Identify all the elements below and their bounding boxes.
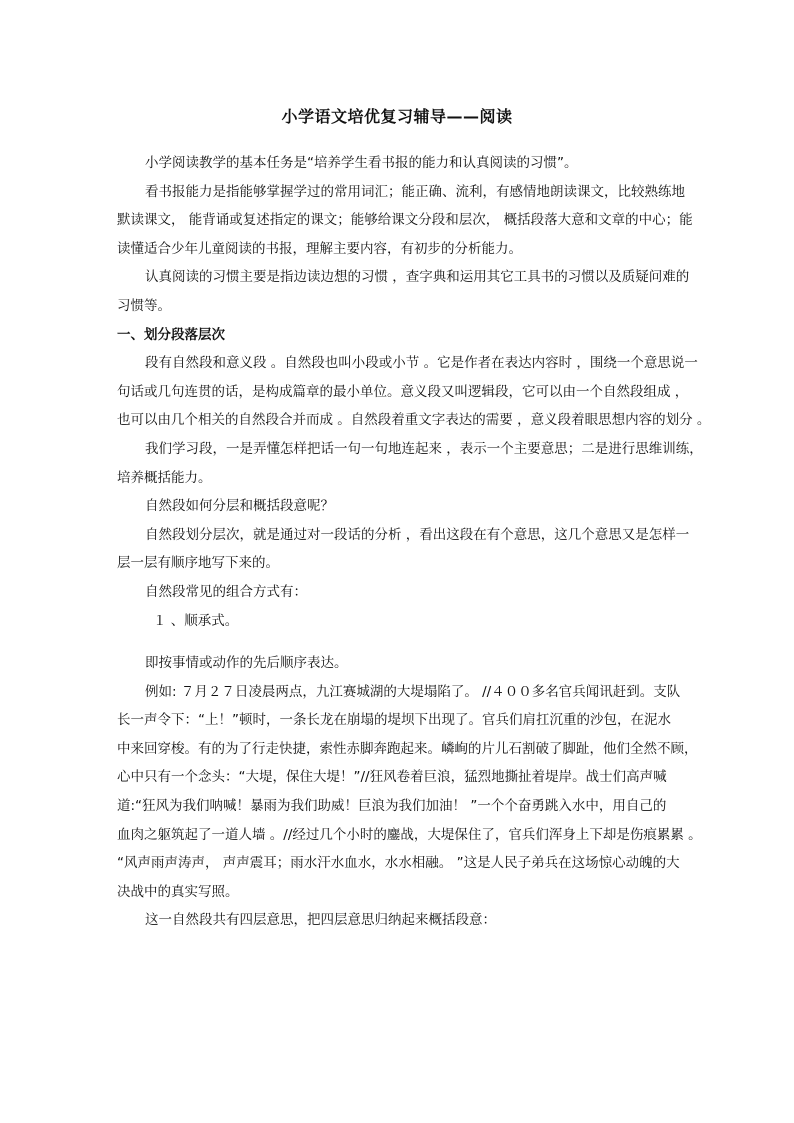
list-item: １ 、顺承式。 bbox=[153, 612, 239, 629]
text-line: 习惯等。 bbox=[117, 297, 171, 314]
paragraph: 自然段常见的组合方式有： bbox=[145, 583, 307, 600]
text-line: 我们学习段，一是弄懂怎样把话一句一句地连起来 ，表示一个主要意思；二是进行思维训练， bbox=[145, 440, 703, 457]
text-line: 读懂适合少年儿童阅读的书报，理解主要内容，有初步的分析能力。 bbox=[117, 240, 522, 257]
document-title: 小学语文培优复习辅导——阅读 bbox=[281, 107, 513, 126]
text-line: 长一声令下：“上！”顿时，一条长龙在崩塌的堤坝下出现了。官兵们肩扛沉重的沙包，在泥水 bbox=[117, 712, 671, 729]
text-line: 培养概括能力。 bbox=[117, 469, 212, 486]
text-line: 例如: ７月２７日凌晨两点，九江赛城湖的大堤塌陷了。 //４００多名官兵闻讯赶到。支队 bbox=[145, 683, 681, 700]
paragraph: 小学阅读教学的基本任务是“培养学生看书报的能力和认真阅读的习惯”。 bbox=[145, 155, 578, 171]
paragraph bbox=[117, 435, 703, 492]
text-line: 自然段划分层次，就是通过对一段话的分析 ，看出这段在有个意思，这几个意思又是怎样一 bbox=[145, 526, 690, 543]
paragraph: 这一自然段共有四层意思，把四层意思归纳起来概括段意： bbox=[145, 912, 496, 929]
paragraph bbox=[117, 678, 702, 907]
text-line: 默读课文， 能背诵或复述指定的课文；能够给课文分段和层次， 概括段落大意和文章的中心；能 bbox=[117, 212, 693, 229]
paragraph: 即按事情或动作的先后顺序表达。 bbox=[145, 655, 348, 672]
document-body bbox=[117, 149, 711, 935]
text-line: 决战中的真实写照。 bbox=[117, 883, 239, 900]
text-line: 血肉之躯筑起了一道人墙 。//经过几个小时的鏖战，大堤保住了，官兵们浑身上下却是伤痕累累 。 bbox=[117, 826, 702, 843]
section-heading: 一、划分段落层次 bbox=[117, 326, 225, 343]
text-line: 句话或几句连贯的话，是构成篇章的最小单位。意义段又叫逻辑段，它可以由一个自然段组成 ， bbox=[117, 383, 689, 400]
paragraph bbox=[117, 521, 690, 578]
paragraph bbox=[117, 349, 711, 435]
text-line: 道:“狂风为我们呐喊！暴雨为我们助威！巨浪为我们加油！ ”一个个奋勇跳入水中，用自己的 bbox=[117, 798, 667, 815]
text-line: 看书报能力是指能够掌握学过的常用词汇；能正确、流利，有感情地朗读课文，比较熟练地 bbox=[145, 183, 685, 200]
text-line: 层一层有顺序地写下来的。 bbox=[117, 555, 279, 572]
text-line: “风声雨声涛声， 声声震耳；雨水汗水血水，水水相融。 ”这是人民子弟兵在这场惊心动魄的大 bbox=[117, 855, 680, 872]
paragraph bbox=[117, 263, 690, 320]
text-line: 也可以由几个相关的自然段合并而成 。自然段着重文字表达的需要 ，意义段着眼思想内容的划分 。 bbox=[117, 412, 711, 429]
paragraph bbox=[117, 178, 693, 264]
paragraph: 自然段如何分层和概括段意呢？ bbox=[145, 498, 334, 515]
text-line: 认真阅读的习惯主要是指边读边想的习惯 ，查字典和运用其它工具书的习惯以及质疑问难的 bbox=[145, 269, 690, 286]
text-line: 段有自然段和意义段 。自然段也叫小段或小节 。它是作者在表达内容时 ，围绕一个意思说一 bbox=[145, 355, 698, 372]
text-line: 心中只有一个念头：“大堤，保住大堤！”//狂风卷着巨浪，猛烈地撕扯着堤岸。战士们高声喊 bbox=[117, 769, 667, 786]
spacer bbox=[117, 635, 677, 649]
text-line: 中来回穿梭。有的为了行走快捷，索性赤脚奔跑起来。嶙峋的片儿石割破了脚趾，他们全然不顾， bbox=[117, 740, 698, 757]
